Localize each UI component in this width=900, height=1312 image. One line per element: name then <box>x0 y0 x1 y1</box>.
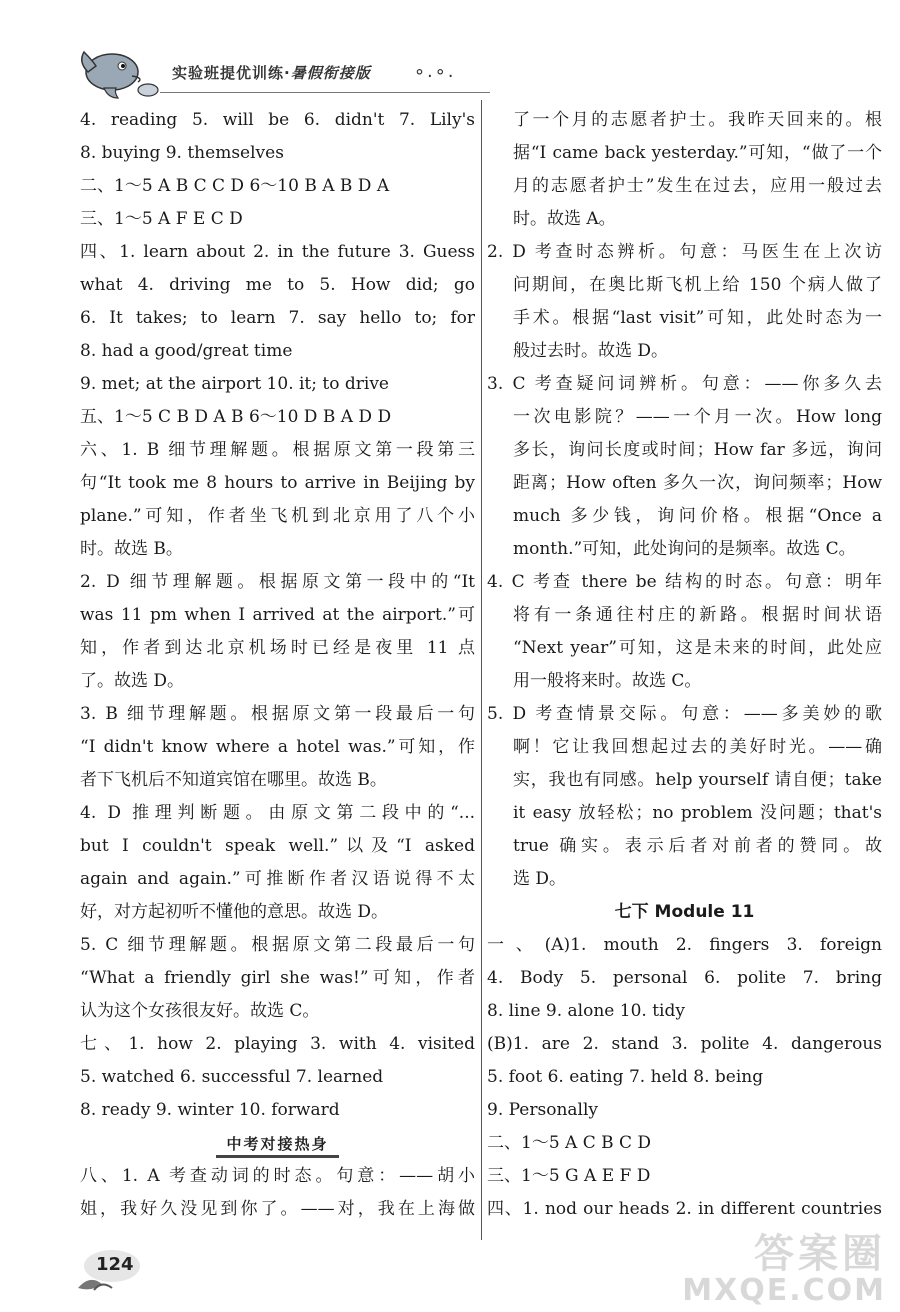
dolphin-mascot-icon <box>74 42 162 102</box>
answer-line: 多长，询问长度或时间；How far 多远，询问 <box>513 440 882 460</box>
answer-line: again and again.”可推断作者汉语说得不太 <box>80 869 475 889</box>
answer-line: what 4. driving me to 5. How did; go <box>80 275 475 295</box>
header-rule <box>160 92 490 93</box>
page-number-badge <box>72 1244 152 1294</box>
answer-line: 8. line 9. alone 10. tidy <box>487 1001 685 1021</box>
answer-line: “I didn't know where a hotel was.”可知，作 <box>80 737 475 757</box>
series-name: 实验班提优训练 <box>172 64 285 82</box>
answer-line: 时。故选 A。 <box>513 209 616 229</box>
answer-line: 啊！它让我回想起过去的美好时光。——确 <box>513 737 882 757</box>
answer-line: “Next year”可知，这是未来的时间，此处应 <box>513 638 882 658</box>
answer-line: 者下飞机后不知道宾馆在哪里。故选 B。 <box>80 770 387 790</box>
answer-line: 二、1～5 A C B C D <box>487 1133 652 1153</box>
page-number: 124 <box>96 1254 134 1275</box>
answer-line: 实，我也有同感。help yourself 请自便；take <box>513 770 882 790</box>
answer-line: it easy 放轻松；no problem 没问题；that's <box>513 803 882 823</box>
answer-line: 二、1～5 A B C C D 6～10 B A B D A <box>80 176 390 196</box>
answer-line: 一、(A)1. mouth 2. fingers 3. foreign <box>487 935 882 955</box>
left-column <box>80 104 475 1226</box>
answer-line: 5. D 考查情景交际。句意：——多美妙的歌 <box>487 704 882 724</box>
answer-line: 三、1～5 G A E F D <box>487 1166 651 1186</box>
answer-line: 5. watched 6. successful 7. learned <box>80 1067 384 1087</box>
section-banner <box>80 1127 475 1160</box>
answer-line: 认为这个女孩很友好。故选 C。 <box>80 1001 320 1021</box>
answer-line: “What a friendly girl she was!”可知，作者 <box>80 968 475 988</box>
answer-line: 8. buying 9. themselves <box>80 143 284 163</box>
right-column <box>487 104 882 1226</box>
answer-line: 时。故选 B。 <box>80 539 183 559</box>
answer-line: (B)1. are 2. stand 3. polite 4. dangerous <box>487 1034 882 1054</box>
answer-line: 6. It takes; to learn 7. say hello to; for <box>80 308 475 328</box>
answer-line: 将有一条通往村庄的新路。根据时间状语 <box>513 605 882 625</box>
watermark-en: MXQE.COM <box>682 1273 886 1308</box>
answer-line: 4. D 推理判断题。由原文第二段中的“... <box>80 803 475 823</box>
answer-line: 般过去时。故选 D。 <box>513 341 669 361</box>
banner-title: 中考对接热身 <box>216 1133 338 1158</box>
answer-line: 知，作者到达北京机场时已经是夜里 11 点 <box>80 638 475 658</box>
answer-line: 了一个月的志愿者护士。我昨天回来的。根 <box>513 110 882 130</box>
answer-line: 距离；How often 多久一次，询问频率；How <box>513 473 882 493</box>
answer-line: 5. foot 6. eating 7. held 8. being <box>487 1067 764 1087</box>
answer-line: 月的志愿者护士”发生在过去，应用一般过去 <box>513 176 882 196</box>
answer-line: 手术。根据“last visit”可知，此处时态为一 <box>513 308 882 328</box>
answer-line: 8. ready 9. winter 10. forward <box>80 1100 340 1120</box>
answer-line: 4. reading 5. will be 6. didn't 7. Lily's <box>80 110 475 130</box>
module-heading: 七下 Module 11 <box>614 902 755 922</box>
page-header <box>0 0 900 108</box>
answer-line: 八、1. A 考查动词的时态。句意：——胡小 <box>80 1166 475 1186</box>
answer-line: 用一般将来时。故选 C。 <box>513 671 702 691</box>
answer-line: 据“I came back yesterday.”可知，“做了一个 <box>513 143 882 163</box>
column-divider <box>481 100 482 1240</box>
answer-line: 六、1. B 细节理解题。根据原文第一段第三 <box>80 440 475 460</box>
answer-line: 8. had a good/great time <box>80 341 293 361</box>
answer-line: true 确实。表示后者对前者的赞同。故 <box>513 836 882 856</box>
answer-line: 四、1. nod our heads 2. in different countries <box>487 1199 882 1219</box>
answer-line: 3. C 考查疑问词辨析。句意：——你多久去 <box>487 374 882 394</box>
answer-line: 三、1～5 A F E C D <box>80 209 243 229</box>
answer-line: 5. C 细节理解题。根据原文第二段最后一句 <box>80 935 475 955</box>
answer-line: 了。故选 D。 <box>80 671 185 691</box>
answer-line: 问期间，在奥比斯飞机上给 150 个病人做了 <box>513 275 882 295</box>
answer-line: 姐，我好久没见到你了。——对，我在上海做 <box>80 1199 475 1219</box>
answer-line: 4. C 考查 there be 结构的时态。句意：明年 <box>487 572 882 592</box>
series-title: 实验班提优训练·暑假衔接版 <box>172 64 371 82</box>
answer-line: 9. Personally <box>487 1100 599 1120</box>
answer-line: was 11 pm when I arrived at the airport.”可 <box>80 605 475 625</box>
answer-line: plane.”可知，作者坐飞机到北京用了八个小 <box>80 506 475 526</box>
answer-line: 4. Body 5. personal 6. polite 7. bring <box>487 968 882 988</box>
answer-line: but I couldn't speak well.”以及“I asked <box>80 836 475 856</box>
answer-line: 七、1. how 2. playing 3. with 4. visited <box>80 1034 475 1054</box>
answer-line: 2. D 考查时态辨析。句意：马医生在上次访 <box>487 242 882 262</box>
watermark-cn: 答案圈 <box>754 1231 886 1277</box>
answer-line: 2. D 细节理解题。根据原文第一段中的“It <box>80 572 475 592</box>
answer-line: 选 D。 <box>513 869 567 889</box>
answer-line: much 多少钱，询问价格。根据“Once a <box>513 506 882 526</box>
answer-line: 五、1～5 C B D A B 6～10 D B A D D <box>80 407 392 427</box>
answer-line: month.”可知，此处询问的是频率。故选 C。 <box>513 539 856 559</box>
answer-line: 四、1. learn about 2. in the future 3. Guess <box>80 242 475 262</box>
site-watermark <box>682 1222 886 1308</box>
answer-line: 句“It took me 8 hours to arrive in Beijing by <box>80 473 475 493</box>
answer-line: 好，对方起初听不懂他的意思。故选 D。 <box>80 902 389 922</box>
answer-line: 3. B 细节理解题。根据原文第一段最后一句 <box>80 704 475 724</box>
answer-line: 9. met; at the airport 10. it; to drive <box>80 374 389 394</box>
decorative-dots: °·°· <box>415 66 457 87</box>
answer-line: 一次电影院？——一个月一次。How long <box>513 407 882 427</box>
edition-name: 暑假衔接版 <box>290 64 371 82</box>
